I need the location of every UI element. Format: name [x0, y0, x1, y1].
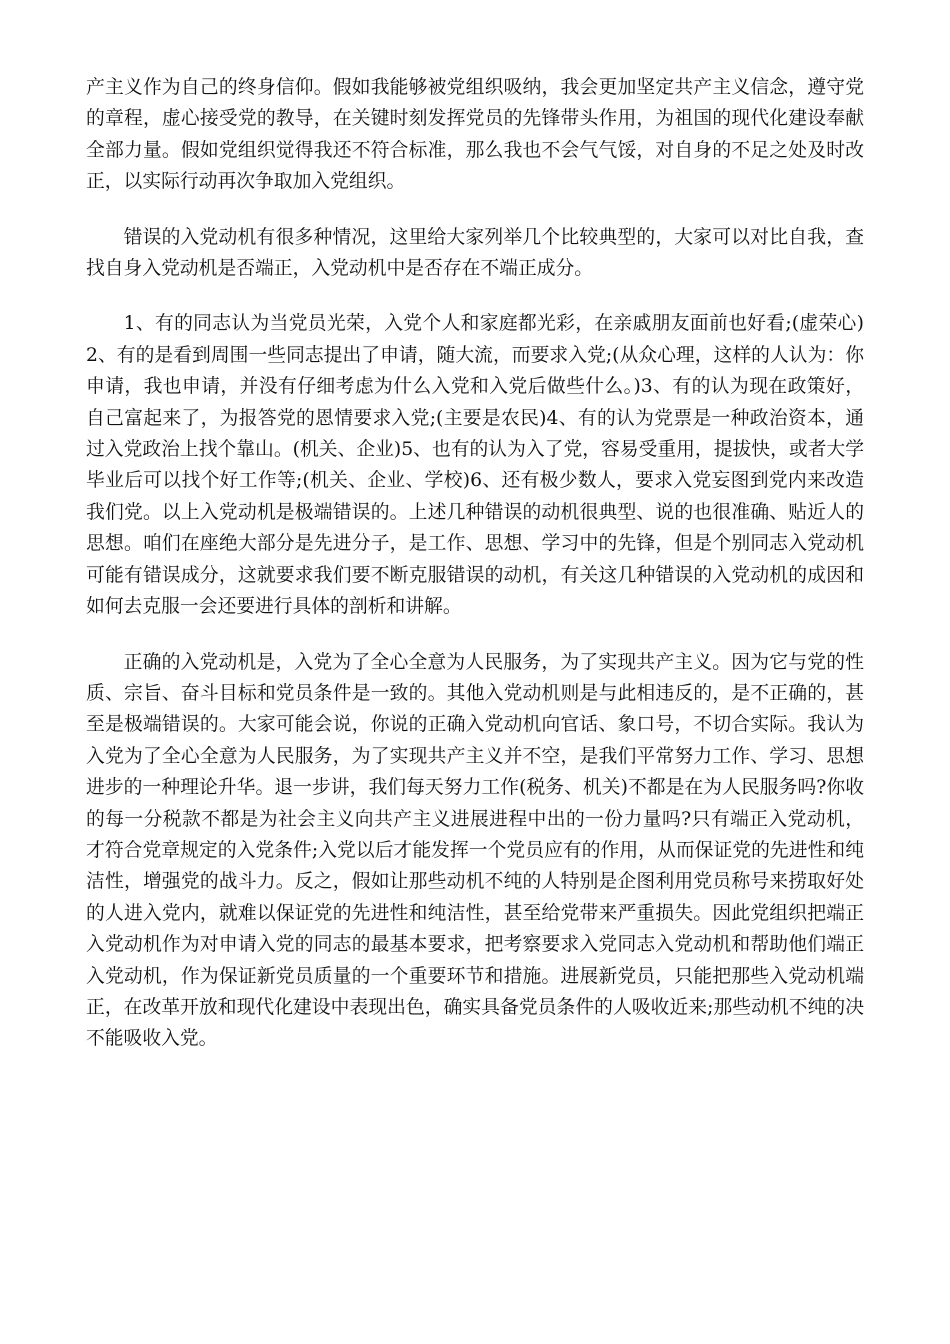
document-page	[86, 72, 864, 1079]
paragraph-wrong-motives-intro: 错误的入党动机有很多种情况，这里给大家列举几个比较典型的，大家可以对比自我，查找自身入党动机是否端正，入党动机中是否存在不端正成分。	[86, 226, 864, 280]
paragraph-wrong-motives-list: 1、有的同志认为当党员光荣，入党个人和家庭都光彩，在亲戚朋友面前也好看;(虚荣心)2、有的是看到周围一些同志提出了申请，随大流，而要求入党;(从众心理，这样的人认为：你申请，我也申请，并没有仔细考虑为什么入党和入党后做些什么。)3、有的认为现在政策好，自己富起来了，为报答党的恩情要求入党;(主要是农民)4、有的认为党票是一种政治资本，通过入党政治上找个靠山。(机关、企业)5、也有的认为入了党，容易受重用，提拔快，或者大学毕业后可以找个好工作等;(机关、企业、学校)6、还有极少数人，要求入党妄图到党内来改造我们党。以上入党动机是极端错误的。上述几种错误的动机很典型、说的也很准确、贴近人的思想。咱们在座绝大部分是先进分子，是工作、思想、学习中的先锋，但是个别同志入党动机可能有错误成分，这就要求我们要不断克服错误的动机，有关这几种错误的入党动机的成因和如何去克服一会还要进行具体的剖析和讲解。	[86, 313, 864, 618]
paragraph-correct-motive: 正确的入党动机是，入党为了全心全意为人民服务，为了实现共产主义。因为它与党的性质、宗旨、奋斗目标和党员条件是一致的。其他入党动机则是与此相违反的，是不正确的，甚至是极端错误的。大家可能会说，你说的正确入党动机向官话、象口号，不切合实际。我认为入党为了全心全意为人民服务，为了实现共产主义并不空，是我们平常努力工作、学习、思想进步的一种理论升华。退一步讲，我们每天努力工作(税务、机关)不都是在为人民服务吗?你收的每一分税款不都是为社会主义向共产主义进展进程中出的一份力量吗?只有端正入党动机，才符合党章规定的入党条件;入党以后才能发挥一个党员应有的作用，从而保证党的先进性和纯洁性，增强党的战斗力。反之，假如让那些动机不纯的人特别是企图利用党员称号来捞取好处的人进入党内，就难以保证党的先进性和纯洁性，甚至给党带来严重损失。因此党组织把端正入党动机作为对申请入党的同志的最基本要求，把考察要求入党同志入党动机和帮助他们端正入党动机，作为保证新党员质量的一个重要环节和措施。进展新党员，只能把那些入党动机端正，在改革开放和现代化建设中表现出色，确实具备党员条件的人吸收近来;那些动机不纯的决不能吸收入党。	[86, 651, 864, 1050]
paragraph-continuation: 产主义作为自己的终身信仰。假如我能够被党组织吸纳，我会更加坚定共产主义信念，遵守党的章程，虚心接受党的教导，在关键时刻发挥党员的先锋带头作用，为祖国的现代化建设奉献全部力量。假如党组织觉得我还不符合标准，那么我也不会气气馁，对自身的不足之处及时改正，以实际行动再次争取加入党组织。	[86, 77, 864, 193]
